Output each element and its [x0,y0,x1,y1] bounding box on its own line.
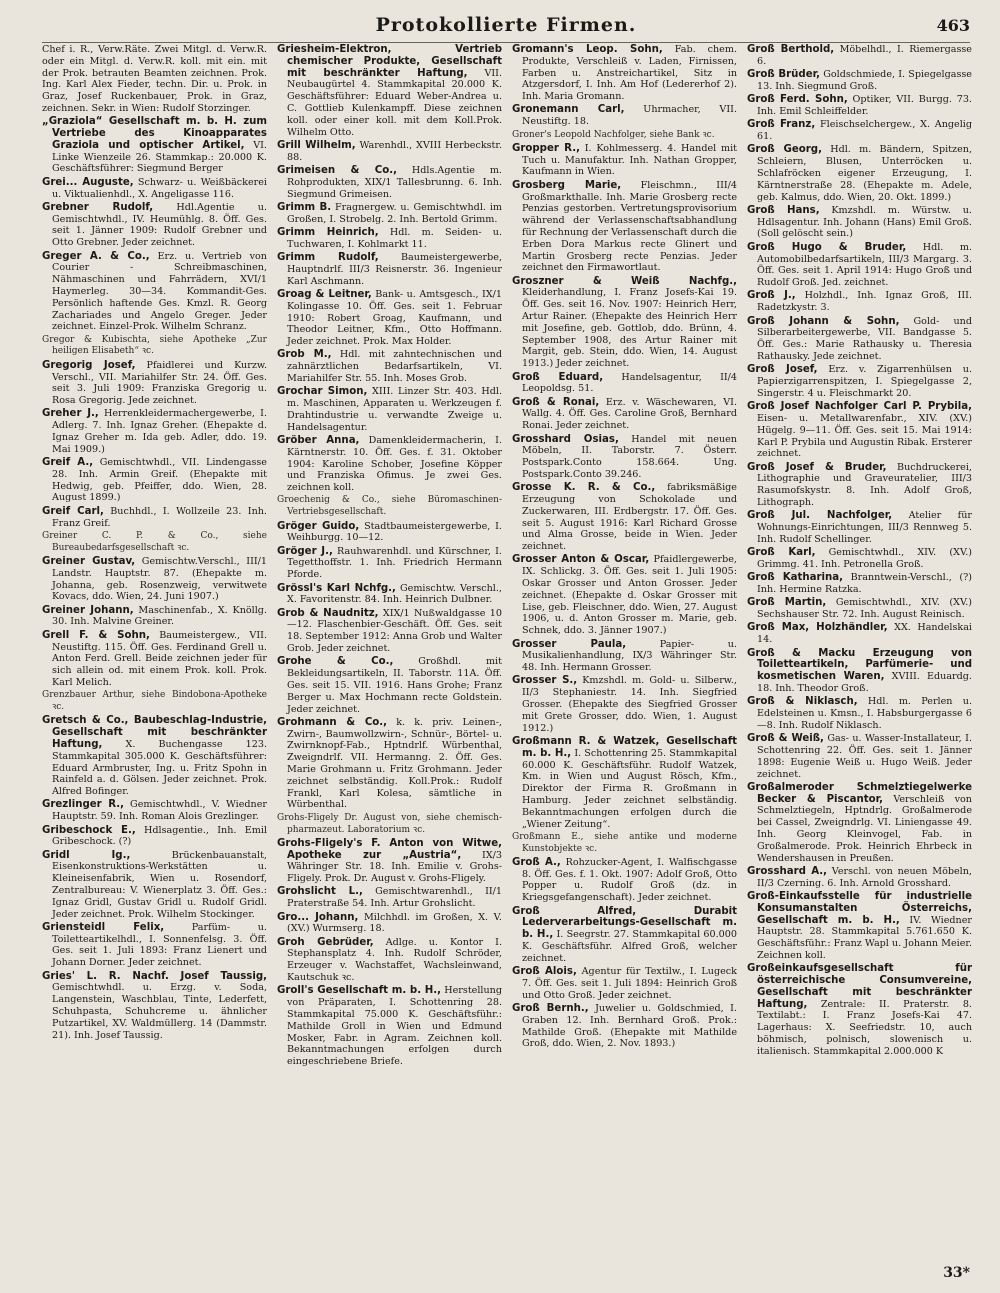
firm-name: „Graziola“ Gesellschaft m. b. H. zum Vertriebe des Kinoapparates Graziola und optischer Artikel, [42,116,267,151]
column-3 [512,44,737,1244]
firm-details: Gold- und Silberarbeitergewerbe, VII. Bandgasse 5. Öff. Ges.: Marie Rathausky u. Theresia Rathausky. Jede zeichnet. [757,315,972,362]
directory-entry [747,44,972,68]
firm-details: Gemischtw. Verschl., X. Favoritenstr. 84. Inh. Heinrich Dulbner. [287,582,502,606]
firm-name: Greiner Gustav, [42,555,136,567]
firm-details: Uhrmacher, VII. Neustiftg. 18. [522,104,737,128]
firm-name: Gröger Guido, [277,520,360,532]
directory-entry [277,838,502,885]
directory-entry [42,251,267,334]
firm-details: Hdl.Agentie u. Gemischtwhdl., IV. Heumühlg. 8. Öff. Ges. seit 1. Jänner 1909: Rudolf Grebner und Otto Grebner. Jeder zeichnet. [52,201,267,249]
directory-entry [747,316,972,363]
firm-details: k. k. priv. Leinen-, Zwirn-, Baumwollzwirn-, Schnür-, Börtel- u. Zwirnknopf-Fab., Hptndrlf. Würbenthal, Zweigndrlf. VII. Hermanng. 2. Öff. Ges. Marie Grohmann u. Fritz Grohmann. Jeder zeichnet selbständig. Koll.Prok.: Rudolf Frankl, Karl Kolesa, sämtliche in Würbenthal. [287,716,502,811]
directory-entry [277,813,502,837]
column-2 [277,44,502,1244]
directory-entry [42,335,267,359]
signature-mark: 33* [943,1265,970,1281]
firm-name: Grimm B. [277,201,332,213]
directory-entry [747,782,972,865]
firm-name: Groll's Gesellschaft m. b. H., [277,985,442,997]
directory-entry [42,457,267,504]
firm-name: Groß & Macku Erzeugung von Toiletteartikeln, Parfümerie- und kosmetischen Waren, [747,647,972,683]
firm-name: Groß Johann & Sohn, [747,315,900,327]
firm-name: Groß & Niklasch, [747,696,858,708]
directory-entry [747,242,972,289]
firm-name: Grohe & Co., [277,656,394,668]
firm-details: Handel mit neuen Möbeln, II. Taborstr. 7. Österr. Postspark.Conto 158.664. Ung. Postspark.Conto 39.246. [522,433,737,480]
firm-details: Buchdruckerei, Lithographie und Graveuratelier, III/3 Rasumofskystr. 8. Inh. Adolf Groß, Lithograph. [757,461,972,508]
directory-entry [747,696,972,731]
firm-details: Gemischtwhdl., V. Wiedner Hauptstr. 59. Inh. Roman Alois Grezlinger. [52,799,267,823]
directory-entry [512,372,737,396]
firm-details: Adlge. u. Kontor I. Stephansplatz 4. Inh. Rudolf Schröder, Erzeuger v. Wachstaffet, Wachsleinwand, Kautschuk ꝛc. [287,936,502,984]
firm-details: Fragnergew. u. Gemischtwhdl. im Großen, I. Strobelg. 2. Inh. Bertold Grimm. [287,201,502,225]
firm-details: Hdl. m. Seiden- u. Tuchwaren, I. Kohlmarkt 11. [287,226,502,250]
firm-details: Gemischtwhdl., XIV. (XV.) Grimmg. 41. Inh. Petronella Groß. [757,547,972,570]
firm-details: Brückenbauanstalt, Eisenkonstruktions-Werkstätten u. Kleineisenfabrik, Wien u. Rosendorf, Zentralbureau: V. Wienerplatz 3. Öff. Ges.: Ignaz Gridl, Gustav Gridl u. Rudolf Gridl. Jeder zeichnet. Prok. Wilhelm Stockinger. [52,849,267,920]
directory-entry [512,44,737,103]
directory-entry [42,360,267,407]
directory-entry [277,886,502,910]
directory-entry [42,556,267,603]
directory-entry [747,648,972,695]
firm-name: Grob M., [277,349,332,361]
firm-details: I. Kohlmesserg. 4. Handel mit Tuch u. Manufaktur. Inh. Nathan Gropper, Kaufmann in Wien. [522,142,737,178]
firm-name: Grezlinger R., [42,799,124,811]
firm-name: Grill Wilhelm, [277,139,356,151]
firm-details: XVIII. Eduardg. 18. Inh. Theodor Groß. [757,671,972,694]
firm-name: Grosser Anton & Oscar, [512,554,650,566]
directory-entry [747,364,972,399]
firm-details: Baumeistergewerbe, Hauptndrlf. III/3 Reisnerstr. 36. Ingenieur Karl Aschmann. [287,252,502,287]
firm-details: Greiner C. P. & Co., siehe Bureaubedarfsgesellschaft ꝛc. [42,530,267,553]
firm-details: Hdl. m. Perlen u. Edelsteinen u. Kmsn., I. Habsburgergasse 6—8. Inh. Rudolf Niklasch. [757,696,972,731]
firm-details: Hdlsagentie., Inh. Emil Gribeschock. (?) [52,824,267,848]
firm-details: Groner's Leopold Nachfolger, siehe Bank ꝛc. [512,129,715,140]
firm-details: Gregor & Kubischta, siehe Apotheke „Zur heiligen Elisabeth“ ꝛc. [42,334,267,357]
firm-details: Grohs-Fligely Dr. August von, siehe chemisch-pharmazeut. Laboratorium ꝛc. [277,812,502,835]
firm-details: Herstellung von Präparaten, I. Schottenring 28. Stammkapital 75.000 K. Geschäftsführ.: Mathilde Groll in Wien und Edmund Mosker, Fabr. in Agram. Zeichnen koll. Bekanntmachungen erfolgen durch eingeschriebene Briefe. [287,985,502,1068]
firm-name: Groß Alois, [512,966,577,978]
firm-name: Greger A. & Co., [42,250,150,262]
firm-details: Hdls.Agentie m. Rohprodukten, XIX/1 Tallesbrunng. 6. Inh. Siegmund Grimeisen. [287,164,502,200]
firm-details: Fleischselchergew., X. Angelig 61. [757,119,972,143]
firm-name: Grimm Rudolf, [277,252,379,264]
directory-entry [277,583,502,607]
firm-details: Gemischtw.Verschl., III/1 Landstr. Hauptstr. 87. (Ehepakte m. Johanna, geb. Rosenzweig, verwitwete Kovacs, ddo. Wien, 24. Juni 1907.) [52,555,267,603]
firm-name: Grosshard A., [747,865,828,877]
directory-entry [42,605,267,629]
directory-entry [277,937,502,984]
directory-entry [512,482,737,553]
firm-details: Verschleiß von Schmelztiegeln, Hptndrlg. Großalmerode bei Cassel, Zweigndrlg. VI. Liniengasse 49. Inh. Georg Kleinvogel, Fab. in Großalmerode. Prok. Heinrich Ehrbeck in Wendershausen in Preußen. [757,793,972,864]
firm-details: Branntwein-Verschl., (?) Inh. Hermine Ratzka. [757,572,972,596]
firm-details: I. Schottenring 25. Stammkapital 60.000 K. Geschäftsführ. Rudolf Watzek, Km. in Wien und August Rösch, Kfm., Direktor der Firma R. Großmann in Hamburg. Jeder zeichnet selbständig. Bekanntmachungen erfolgen durch die „Wiener Zeitung“. [522,747,737,830]
firm-name: Grosberg Marie, [512,179,622,191]
column-4 [747,44,972,1244]
page-number: 463 [936,16,970,35]
firm-name: Gronemann Carl, [512,104,625,116]
firm-details: Kleiderhandlung, I. Franz Josefs-Kai 19. Öff. Ges. seit 16. Nov. 1907: Heinrich Herr, Artur Rainer. (Ehepakte des Heinrich Herr mit Josefine, geb. Gottlob, ddo. Brünn, 4. September 1908, des Artur Rainer mit Margit, geb. Stein, ddo. Wien, 14. August 1913.) Jeder zeichnet. [522,287,737,370]
directory-entry [277,165,502,200]
directory-entry [512,130,737,142]
firm-name: Groß Martin, [747,597,827,609]
firm-name: Groß Brüder, [747,69,821,81]
firm-name: Groß A., [512,856,561,868]
firm-details: Zentrale: II. Praterstr. 8. Textilabt.: I. Franz Josefs-Kai 47. Lagerhaus: X. Seefriedstr. 10, auch böhmisch, polnisch, slowenisch u. italienisch. Stammkapital 2.000.000 K [757,998,972,1057]
directory-entry [512,906,737,965]
firm-details: Optiker, VII. Burgg. 73. Inh. Emil Schleiffelder. [757,94,972,117]
firm-name: Grebner Rudolf, [42,201,154,213]
directory-entry [277,202,502,226]
directory-entry [42,922,267,969]
directory-entry [277,289,502,348]
firm-details: IV. Wiedner Hauptstr. 28. Stammkapital 5.761.650 K. Geschäftsführ.: Franz Wapl u. Johann Meier. Zeichnen koll. [757,914,972,961]
firm-details: Papier- u. Musikalienhandlung, IX/3 Währinger Str. 48. Inh. Hermann Grosser. [522,638,737,674]
firm-name: Gries' L. R. Nachf. Josef Taussig, [42,970,267,982]
firm-details: X. Buchengasse 123. Stammkapital 305.000 K. Geschäftsführer: Eduard Armbruster, Ing. u. Fritz Spohn in Rainfeld a. d. Gölsen. Jeder zeichnet. Prok. Alfred Bofinger. [52,738,267,798]
directory-entry [747,94,972,118]
directory-entry [747,510,972,545]
firm-name: Grohmann & Co., [277,716,388,728]
directory-entry [277,546,502,581]
firm-details: VI. Linke Wienzeile 26. Stammkap.: 20.000 K. Geschäftsführer: Siegmund Berger [52,139,267,175]
firm-details: Buchhdl., I. Wollzeile 23. Inh. Franz Greif. [52,505,267,529]
firm-name: Gro... Johann, [277,911,359,923]
directory-entry [747,572,972,596]
firm-details: Holzhdl., Inh. Ignaz Groß, III. Radetzkystr. 3. [757,290,972,314]
firm-details: Parfüm- u. Toiletteartikelhdl., I. Sonnenfelsg. 3. Öff. Ges. seit 1. Juli 1893: Franz Lienert und Johann Dorner. Jeder zeichnet. [52,921,267,969]
directory-entry [42,971,267,1042]
firm-name: Groß Katharina, [747,572,844,584]
directory-entry [512,857,737,904]
column-1 [42,44,267,1244]
firm-name: Groag & Leitner, [277,288,372,300]
directory-entry [42,177,267,201]
firm-details: Baumeistergew., VII. Neustiftg. 115. Öff. Ges. Ferdinand Grell u. Anton Ferd. Grell. Beide zeichnen jeder für sich allein od. mit einem Prok. koll. Prok. Karl Melich. [52,629,267,688]
directory-entry [747,119,972,143]
firm-details: Hdl. m. Bändern, Spitzen, Schleiern, Blusen, Unterröcken u. Schlafröcken eigener Erzeugung, I. Kärntnerstraße 28. (Ehepakte m. Adele, geb. Kalmus, ddo. Wien, 20. Okt. 1899.) [757,144,972,203]
directory-entry [42,690,267,714]
firm-name: Großmann R. & Watzek, Gesellschaft m. b. H., [512,735,737,759]
firm-name: Gretsch & Co., Baubeschlag-Industrie, Gesellschaft mit beschränkter Haftung, [42,715,267,750]
firm-name: Griesheim-Elektron, Vertrieb chemischer Produkte, Gesellschaft mit beschränkter Haftung, [277,44,502,79]
firm-details: Gemischtwhdl., XIV. (XV.) Sechshauser Str. 72. Inh. August Reinisch. [757,597,972,621]
firm-details: Eisen- u. Metallwarenfabr., XIV. (XV.) Hügelg. 9—11. Öff. Ges. seit 15. Mai 1914: Karl P. Prybila und Augustin Ribak. Ersterer zeichnet. [757,412,972,460]
directory-entry [42,715,267,798]
firm-details: Milchhdl. im Großen, X. V. (XV.) Wurmserg. 18. [287,911,502,935]
firm-name: Gromann's Leop. Sohn, [512,44,663,55]
firm-name: Groh Gebrüder, [277,936,374,948]
firm-details: Möbelhdl., I. Riemergasse 6. [757,44,972,67]
firm-name: Groß & Weiß, [747,733,824,745]
directory-entry [277,985,502,1068]
firm-details: Goldschmiede, I. Spiegelgasse 13. Inh. Siegmund Groß. [757,69,972,92]
directory-entry [512,736,737,830]
directory-entry [277,44,502,138]
firm-details: Gas- u. Wasser-Installateur, I. Schottenring 22. Öff. Ges. seit 1. Jänner 1898: Eugenie Weiß u. Hugo Weiß. Jeder zeichnet. [757,733,972,780]
firm-details: Schwarz- u. Weißbäckerei u. Viktualienhdl., X. Angeligasse 116. [52,176,267,200]
directory-entry [747,622,972,646]
firm-details: Warenhdl., XVIII Herbeckstr. 88. [287,139,502,163]
directory-entry [747,462,972,509]
firm-details: Fab. chem. Produkte, Verschleiß v. Laden, Firnissen, Farben u. Anstreichartikel, Sitz in Atzgersdorf, I. Inh. Am Hof (Ledererhof 2). Inh. Maria Gromann. [522,44,737,103]
firm-details: Kmzshdl. m. Würstw. u. Hdlsagentur. Inh. Johann (Hans) Emil Groß. (Soll gelöscht sein.) [757,204,972,240]
firm-name: Groß Berthold, [747,44,835,55]
directory-entry [747,963,972,1057]
directory-entry [512,675,737,734]
firm-name: Greher J., [42,408,99,420]
firm-details: XIII. Linzer Str. 403. Hdl. m. Maschinen, Apparaten u. Werkzeugen f. Drahtindustrie u. verwandte Zweige u. Handelsagentur. [287,386,502,433]
firm-name: Gröber Anna, [277,435,360,446]
firm-details: Agentur für Textilw., I. Lugeck 7. Öff. Ges. seit 1. Juli 1894: Heinrich Groß und Otto Groß. Jeder zeichnet. [522,966,737,1001]
directory-entry [42,44,267,115]
directory-entry [747,866,972,890]
firm-details: Großhdl. mit Bekleidungsartikeln, II. Taborstr. 11A. Öff. Ges. seit 15. VII. 1916. Hans Grohe; Franz Berger u. Max Hochmann recte Goldstein. Jeder zeichnet. [287,656,502,715]
firm-name: Groß-Einkaufsstelle für industrielle Konsumanstalten Österreichs, Gesellschaft m. b. H., [747,890,972,926]
directory-entry [747,547,972,571]
firm-name: Groß Karl, [747,547,816,559]
firm-name: Grosser Paula, [512,638,627,650]
firm-details: Groechenig & Co., siehe Büromaschinen-Vertriebsgesellschaft. [277,495,502,518]
directory-entry [277,227,502,251]
directory-entry [747,205,972,240]
firm-details: Juwelier u. Goldschmied, I. Graben 12. Inh. Bernhard Groß. Prok.: Mathilde Groß. (Ehepakte mit Mathilde Groß, ddo. Wien, 2. Nov. 1893.) [522,1002,737,1050]
firm-details: fabriksmäßige Erzeugung von Schokolade und Zuckerwaren, III. Erdbergstr. 17. Öff. Ges. seit 5. August 1916: Karl Richard Grosse und Alma Grosse, beide in Wien. Jeder zeichnet. [522,482,737,553]
firm-name: Gribeschock E., [42,824,136,836]
directory-entry [512,143,737,178]
firm-name: Grochar Simon, [277,386,368,398]
firm-details: Erz. v. Zigarrenhülsen u. Papierzigarrenspitzen, I. Spiegelgasse 2, Singerstr. 4 u. Fleischmarkt 20. [757,364,972,399]
directory-entry [277,912,502,936]
firm-details: Gemischtwhdl. u. Erzg. v. Soda, Langenstein, Waschblau, Tinte, Lederfett, Schuhpasta, Schuhcreme u. ähnlicher Putzartikel, XV. Waldmüllerg. 14 (Dammstr. 21). Inh. Josef Taussig. [52,982,267,1041]
directory-entry [42,506,267,530]
firm-name: Groszner & Weiß Nachfg., [512,275,737,287]
directory-entry [277,717,502,811]
firm-name: Großeinkaufsgesellschaft für österreichische Consumvereine, Gesellschaft mit beschränkter Haftung, [747,963,972,1010]
directory-entry [277,349,502,384]
directory-entry [42,630,267,689]
firm-name: Grei... Auguste, [42,176,134,188]
firm-details: VII. Neubaugürtel 4. Stammkapital 20.000 K. Geschäftsführer: Eduard Weber-Andrea u. C. Gottlieb Kulenkampff. Diese zeichnen koll. oder einer koll. mit dem Koll.Prok. Wilhelm Otto. [287,67,502,138]
directory-entry [42,799,267,823]
directory-entry [42,825,267,849]
firm-name: Gridl Ig., [42,849,131,861]
firm-details: Kmzshdl. m. Gold- u. Silberw., II/3 Stephaniestr. 14. Inh. Siegfried Grosser. (Ehepakte des Siegfried Grosser mit Grete Grosser, ddo. Wien, 1. August 1912.) [522,675,737,734]
firm-name: Groß Hans, [747,204,820,216]
firm-details: Fleischmn., III/4 Großmarkthalle. Inh. Marie Grosberg recte Penzias gestorben. Vertretungsprovisorium während der Verlassenschaftsabhandlung für Rechnung der Verlassenschaft durch die Erben Dora Markus recte Glinert und Martin Grosberg recte Penzias. Jeder zeichnet den Firmawortlaut. [522,179,737,274]
firm-name: Grohs-Fligely's F. Anton von Witwe, Apotheke zur „Austria“, [277,837,502,861]
firm-details: Grenzbauer Arthur, siehe Bindobona-Apotheke ꝛc. [42,690,267,713]
directory-entry [42,531,267,555]
firm-name: Groß Josef Nachfolger Carl P. Prybila, [747,401,972,413]
directory-entry [512,434,737,481]
firm-name: Greif Carl, [42,505,104,517]
firm-name: Gropper R., [512,142,580,154]
firm-name: Groß J., [747,290,796,302]
firm-name: Groß Alfred, Durabit Lederverarbeitungs-Gesellschaft m. b. H., [512,905,737,941]
firm-name: Grimm Heinrich, [277,226,379,238]
directory-entry [42,408,267,455]
directory-entry [277,495,502,519]
entry-columns [42,44,970,1244]
firm-details: Damenkleidermacherin, I. Kärntnerstr. 10. Öff. Ges. f. 31. Oktober 1904: Karoline Schober, Josefine Köpper und Franziska Ofimus. Je zwei Ges. zeichnen koll. [287,435,502,494]
firm-details: Herrenkleidermachergewerbe, I. Adlerg. 7. Inh. Ignaz Greher. (Ehepakte d. Ignaz Greher m. Ida geb. Adler, ddo. 19. Mai 1909.) [52,408,267,455]
directory-entry [512,276,737,370]
directory-entry [277,656,502,715]
directory-entry [277,252,502,287]
firm-details: Rohzucker-Agent, I. Walfischgasse 8. Öff. Ges. f. 1. Okt. 1907: Adolf Groß, Otto Popper u. Rudolf Groß (dz. in Kriegsgefangenschaft). Jeder zeichnet. [522,856,737,904]
directory-entry [512,639,737,674]
firm-name: Gröger J., [277,545,333,557]
firm-name: Griensteidl Felix, [42,921,165,933]
firm-name: Groß Bernh., [512,1002,589,1014]
firm-name: Grimeisen & Co., [277,164,397,176]
firm-name: Grosshard Osias, [512,433,619,445]
firm-details: Gemischtwarenhdl., II/1 Praterstraße 54. Inh. Artur Grohslicht. [287,886,502,910]
firm-details: I. Seegrstr. 27. Stammkapital 60.000 K. Geschäftsführ. Alfred Groß, welcher zeichnet. [522,929,737,964]
firm-name: Groß Franz, [747,119,816,131]
directory-entry [277,140,502,164]
page-header [42,12,970,43]
firm-name: Grohslicht L., [277,886,363,898]
firm-name: Groß & Ronai, [512,396,600,408]
firm-details: Hdl. mit zahntechnischen und zahnärztlichen Bedarfsartikeln, VI. Mariahilfer Str. 55. Inh. Moses Grob. [287,349,502,385]
firm-name: Großalmeroder Schmelztiegelwerke Becker & Piscantor, [747,781,972,805]
directory-entry [747,69,972,93]
firm-name: Gregorig Josef, [42,359,136,371]
directory-entry [747,597,972,621]
directory-entry [512,966,737,1001]
directory-entry [512,397,737,432]
directory-entry [42,116,267,175]
firm-name: Greiner Johann, [42,604,134,616]
directory-entry [747,290,972,314]
directory-entry [512,554,737,637]
firm-details: XX. Handelskai 14. [757,622,972,646]
directory-entry [42,202,267,249]
firm-details: Pfaidlergewerbe, IX. Schlickg. 3. Öff. Ges. seit 1. Juli 1905: Oskar Grosser und Anton Grosser. Jeder zeichnet. (Ehepakte d. Oskar Grosser mit Lise, geb. Fleischner, ddo. Wien, 27. August 1906, u. d. Anton Grosser m. Marie, geb. Schnek, ddo. 3. Jänner 1907.) [522,554,737,637]
firm-details: Verschl. von neuen Möbeln, II/3 Czerning. 6. Inh. Arnold Grosshard. [757,865,972,889]
firm-name: Groß Hugo & Bruder, [747,241,907,253]
directory-entry [512,104,737,128]
firm-name: Groß Josef, [747,364,818,376]
firm-details: XIX/1 Nußwaldgasse 10—12. Flaschenbier-Geschäft. Öff. Ges. seit 18. September 1912: Anna Grob und Walter Grob. Jeder zeichnet. [287,607,502,655]
directory-entry [512,1003,737,1050]
directory-entry [747,144,972,203]
firm-details: Pfaidlerei und Kurzw. Verschl., VII. Mariahilfer Str. 24. Öff. Ges. seit 3. Juli 1909: Franziska Gregorig u. Rosa Gregorig. Jede zeichnet. [52,359,267,407]
page-title: Protokollierte Firmen. [375,14,637,36]
directory-entry [747,733,972,780]
directory-entry [277,521,502,545]
firm-name: Greif A., [42,457,94,469]
firm-details: Chef i. R., Verw.Räte. Zwei Mitgl. d. Verw.R. oder ein Mitgl. d. Verw.R. koll. mit ein. mit der Prok. betrauten Beamten zeichnen. Prok. Ing. Karl Alex Fieder, techn. Dir. u. Prok. in Graz, Josef Ruckenbauer, Prok. in Graz, zeichnen. Sekr. in Wien: Rudolf Storzinger. [42,44,267,114]
firm-name: Groß Ferd. Sohn, [747,94,848,106]
directory-entry [277,608,502,655]
firm-details: Erz. v. Wäschewaren, VI. Wallg. 4. Öff. Ges. Caroline Groß, Bernhard Ronai. Jeder zeichnet. [522,396,737,432]
firm-details: Großmann E., siehe antike und moderne Kunstobjekte ꝛc. [512,831,737,854]
directory-entry [747,891,972,962]
directory-entry [512,832,737,856]
firm-details: Hdl. m. Automobilbedarfsartikeln, III/3 Margarg. 3. Öff. Ges. seit 1. April 1914: Hugo Groß und Rudolf Groß. Jed. zeichnet. [757,241,972,289]
directory-entry [277,386,502,433]
firm-details: Handelsagentur, II/4 Leopoldsg. 51. [522,371,737,395]
directory-entry [277,435,502,494]
firm-details: Atelier für Wohnungs-Einrichtungen, III/3 Rennweg 5. Inh. Rudolf Schellinger. [757,510,972,545]
firm-name: Groß Georg, [747,144,822,156]
firm-details: Stadtbaumeistergewerbe, I. Weihburgg. 10—12. [287,520,502,544]
firm-details: Maschinenfab., X. Knöllg. 30. Inh. Malvine Greiner. [52,604,267,628]
firm-name: Grosser S., [512,675,578,687]
directory-entry [747,401,972,460]
firm-name: Grössl's Karl Nchfg., [277,582,396,594]
firm-name: Grosse K. R. & Co., [512,482,656,494]
firm-name: Groß Max, Holzhändler, [747,622,888,634]
firm-details: Gemischtwhdl., VII. Lindengasse 28. Inh. Armin Greif. (Ehepakte mit Hedwig, geb. Pfeiffer, ddo. Wien, 28. August 1899.) [52,457,267,504]
firm-name: Grell F. & Sohn, [42,629,150,641]
directory-entry [512,180,737,274]
firm-name: Grob & Naudnitz, [277,607,379,619]
firm-name: Groß Jul. Nachfolger, [747,510,893,522]
firm-name: Groß Josef & Bruder, [747,461,887,473]
directory-entry [42,850,267,921]
firm-name: Groß Eduard, [512,371,604,383]
firm-details: IX/3 Währinger Str. 18. Inh. Emilie v. Grohs-Fligely. Prok. Dr. August v. Grohs-Fligely. [287,849,502,885]
firm-details: Erz. u. Vertrieb von Courier - Schreibmaschinen, Nähmaschinen und Fahrrädern, XVI/1 Haymerleg. 30—34. Kommandit-Ges. Persönlich haftende Ges. Kmzl. R. Georg Zachariades und Angelo Greger. Jeder zeichnet. Einzel-Prok. Wilhelm Schranz. [52,250,267,333]
firm-details: Bank- u. Amtsgesch., IX/1 Kolingasse 10. Öff. Ges. seit 1. Februar 1910: Robert Groag, Kaufmann, und Theodor Leitner, Kfm., Otto Hoffmann. Jeder zeichnet. Prok. Max Holder. [287,288,502,348]
firm-details: Rauhwarenhdl. und Kürschner, I. Tegetthoffstr. 1. Inh. Friedrich Hermann Pforde. [287,545,502,581]
